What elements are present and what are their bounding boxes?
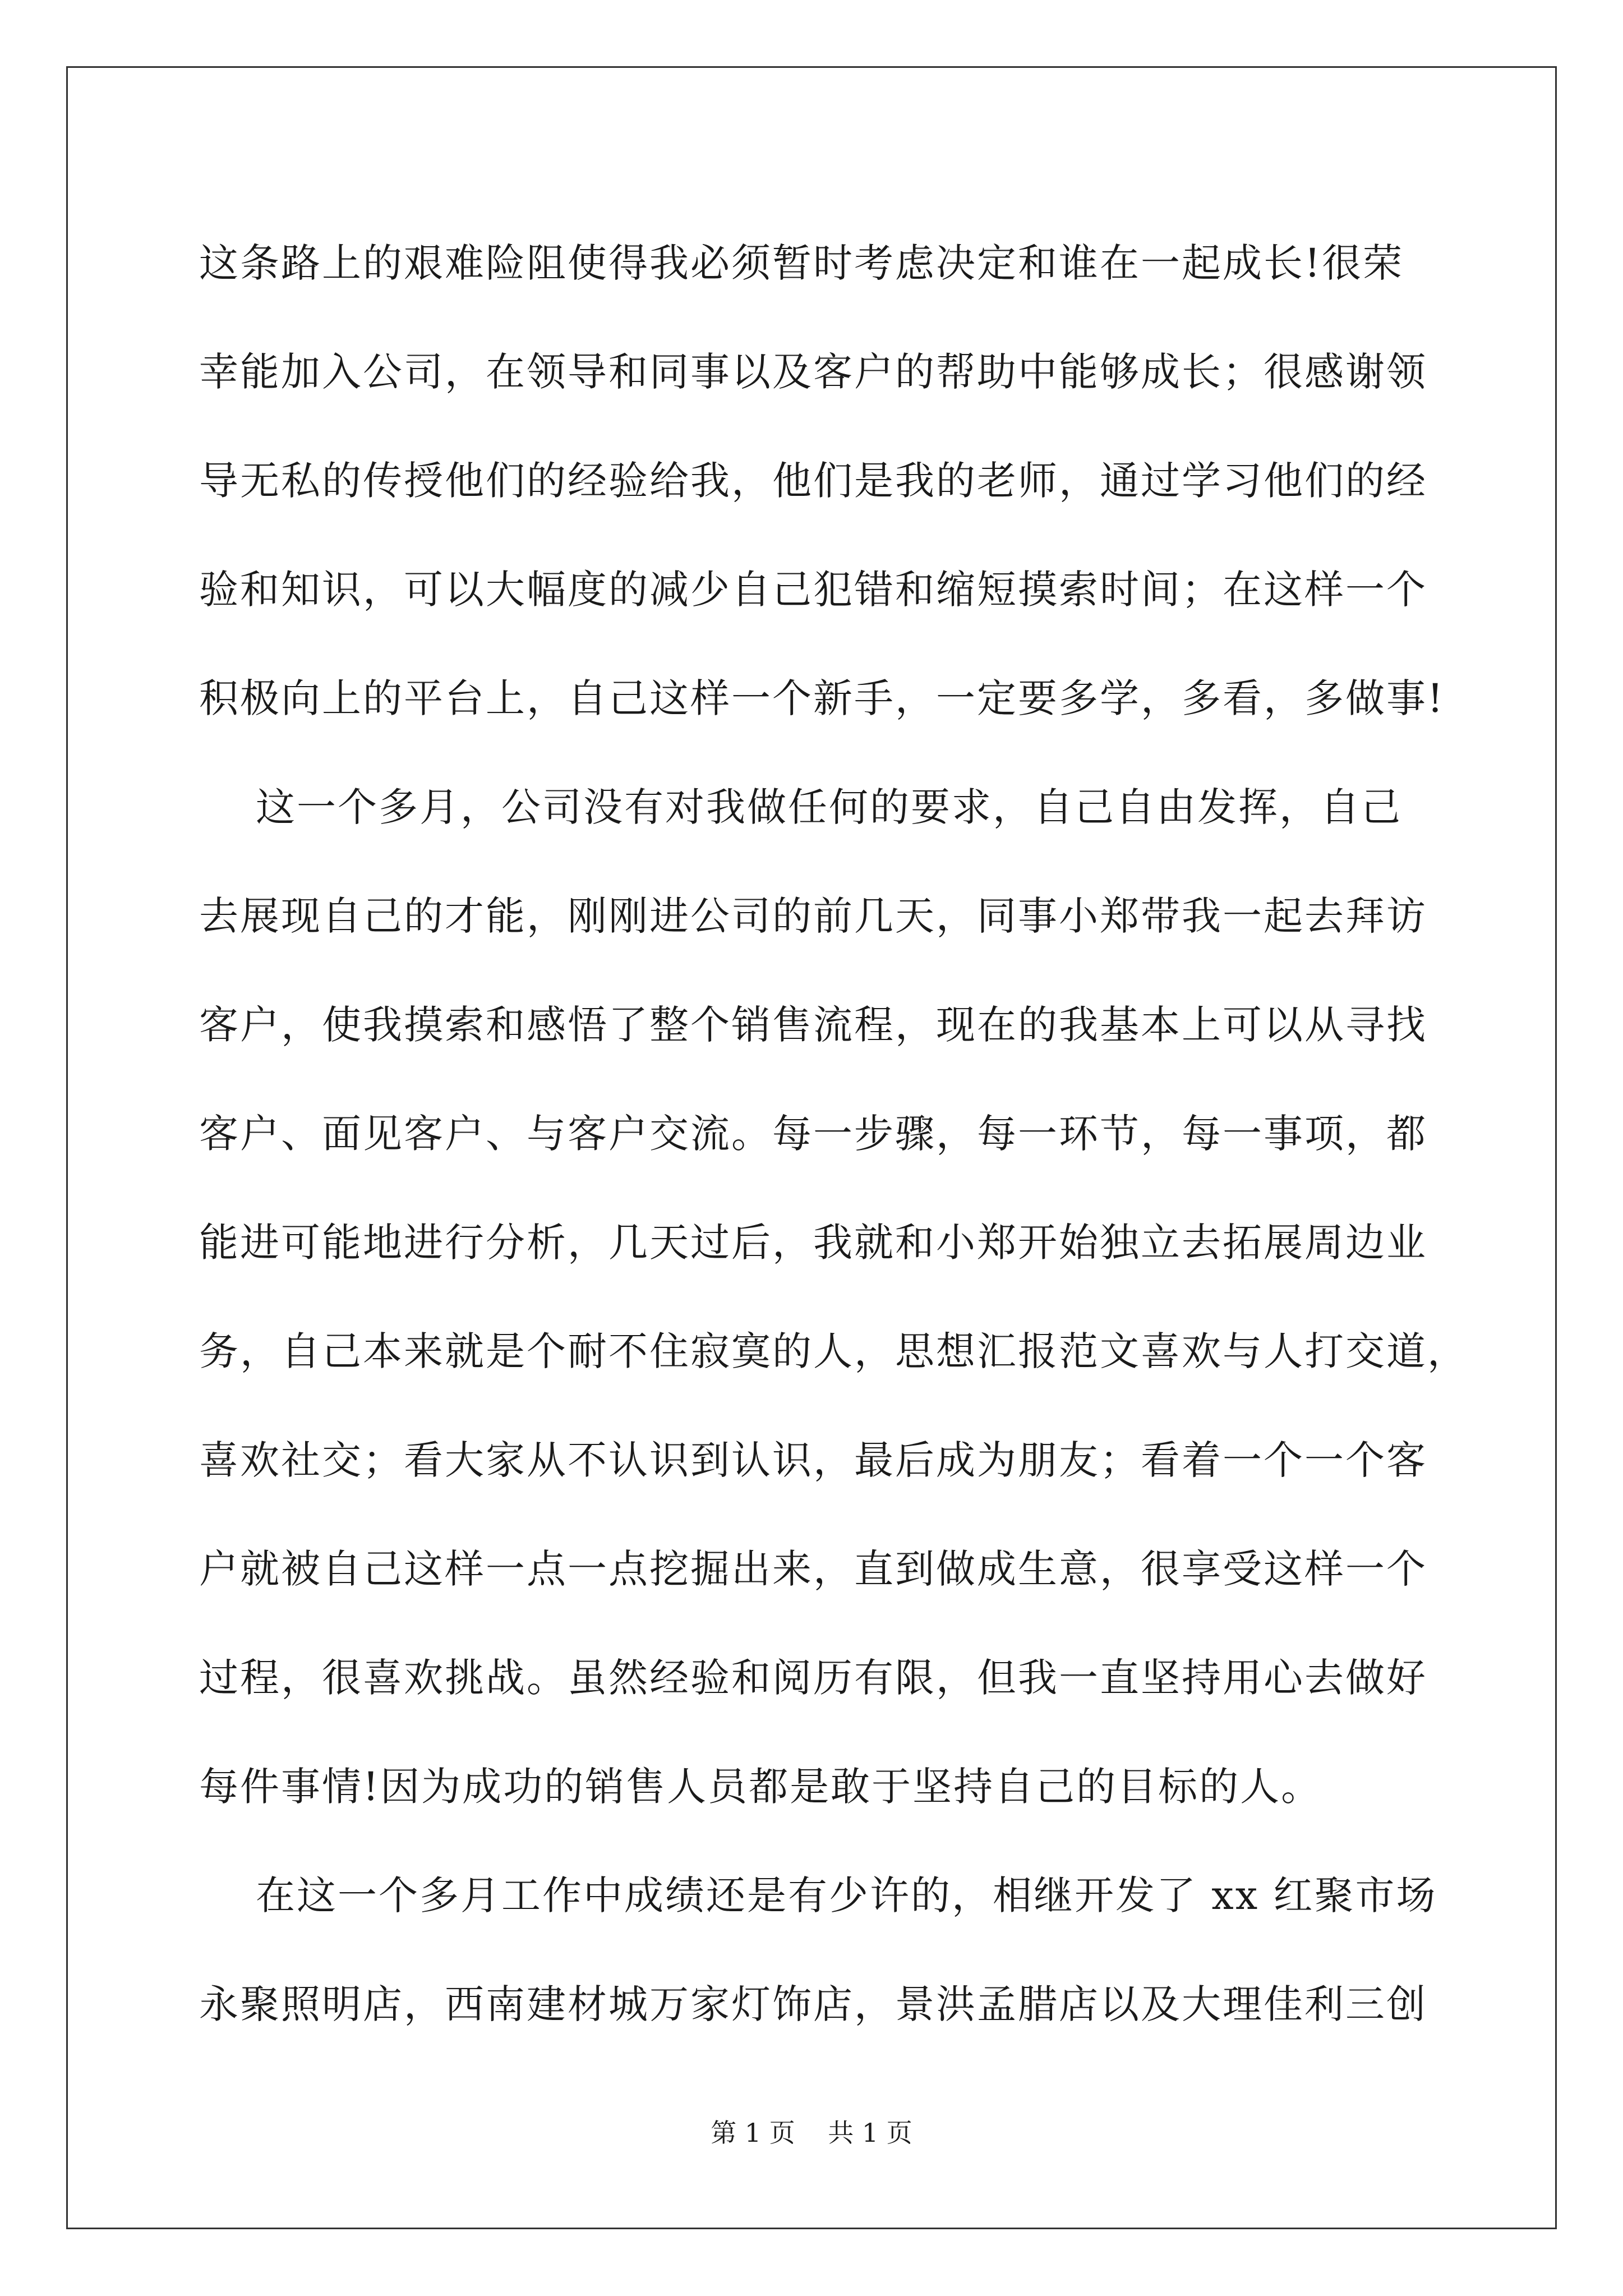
text-line: 客户、面见客户、与客户交流。每一步骤，每一环节，每一事项，都 — [199, 1111, 1427, 1157]
text-line: 这条路上的艰难险阻使得我必须暂时考虑决定和谁在一起成长!很荣 — [199, 240, 1404, 286]
text-line: 务，自己本来就是个耐不住寂寞的人，思想汇报范文喜欢与人打交道， — [199, 1328, 1468, 1374]
text-line: 能进可能地进行分析，几天过后，我就和小郑开始独立去拓展周边业 — [199, 1220, 1427, 1266]
page-footer: 第 1 页 共 1 页 — [711, 2118, 912, 2148]
text-line: 导无私的传授他们的经验给我，他们是我的老师，通过学习他们的经 — [199, 458, 1427, 504]
text-line: 过程，很喜欢挑战。虽然经验和阅历有限，但我一直坚持用心去做好 — [199, 1655, 1427, 1701]
text-line: 客户，使我摸索和感悟了整个销售流程，现在的我基本上可以从寻找 — [199, 1002, 1427, 1048]
text-line: 这一个多月，公司没有对我做任何的要求，自己自由发挥，自己 — [199, 784, 1403, 830]
document-body — [199, 209, 1468, 2059]
text-line: 每件事情!因为成功的销售人员都是敢于坚持自己的目标的人。 — [199, 1764, 1322, 1810]
text-line: 去展现自己的才能，刚刚进公司的前几天，同事小郑带我一起去拜访 — [199, 893, 1427, 939]
text-line: 户就被自己这样一点一点挖掘出来，直到做成生意，很享受这样一个 — [199, 1546, 1427, 1592]
text-line: 积极向上的平台上，自己这样一个新手，一定要多学，多看，多做事! — [199, 675, 1445, 721]
text-line: 验和知识，可以大幅度的减少自己犯错和缩短摸索时间；在这样一个 — [199, 567, 1427, 613]
text-line: 永聚照明店，西南建材城万家灯饰店，景洪孟腊店以及大理佳利三创 — [199, 1981, 1427, 2027]
text-line: 在这一个多月工作中成绩还是有少许的，相继开发了 xx 红聚市场 — [199, 1872, 1437, 1918]
text-line: 幸能加入公司，在领导和同事以及客户的帮助中能够成长；很感谢领 — [199, 349, 1427, 395]
text-line: 喜欢社交；看大家从不认识到认识，最后成为朋友；看着一个一个客 — [199, 1437, 1427, 1483]
